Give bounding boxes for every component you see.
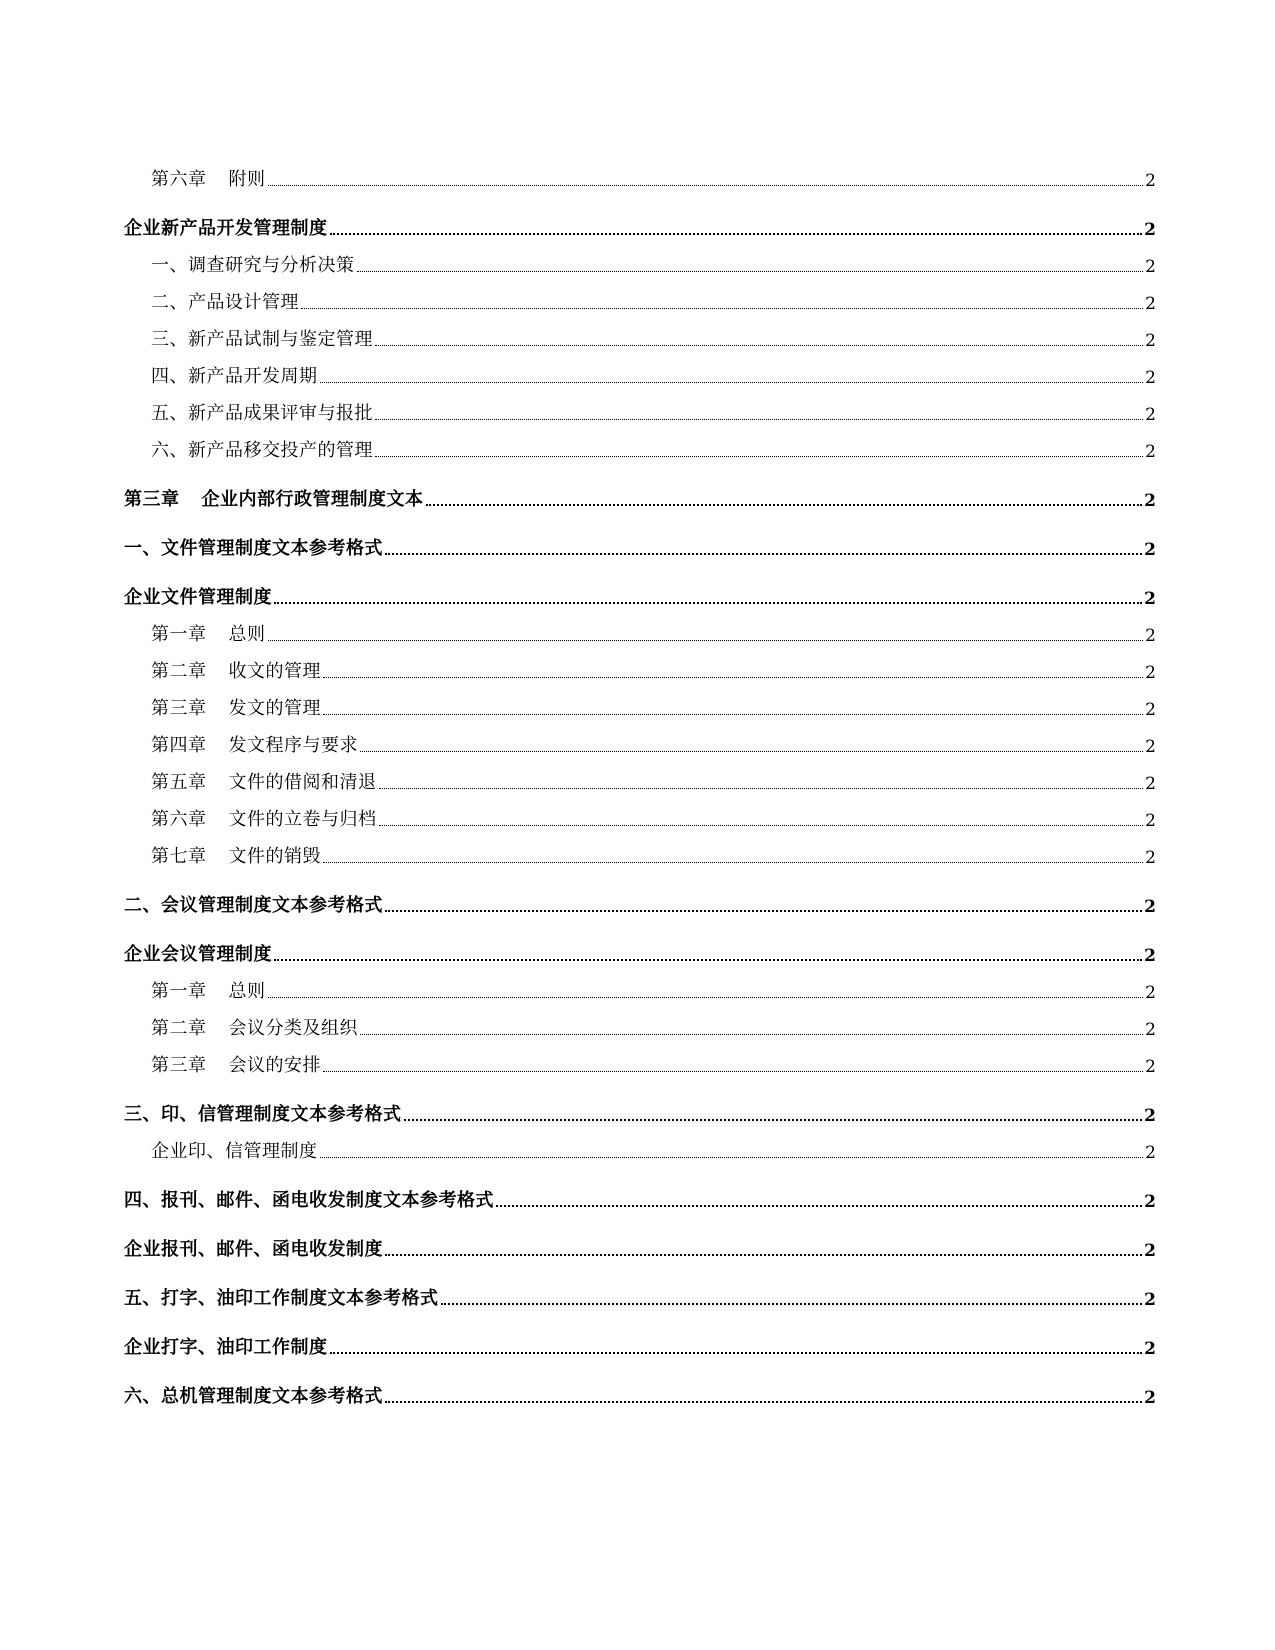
toc-dot-leader: [330, 233, 1143, 235]
toc-page-number: 2: [1145, 1020, 1156, 1040]
toc-page-number: 2: [1144, 1339, 1156, 1359]
toc-page-number: 2: [1144, 897, 1156, 917]
toc-entry-heading[interactable]: [124, 203, 1156, 240]
toc-entry[interactable]: [124, 388, 1156, 425]
toc-entry[interactable]: [124, 609, 1156, 646]
toc-entry-label: [124, 583, 272, 609]
toc-entry-label: [151, 1014, 358, 1040]
toc-entry-title: 总则: [228, 981, 266, 1002]
toc-entry-label: [124, 534, 383, 560]
toc-entry-label: [151, 325, 373, 351]
toc-entry[interactable]: [124, 314, 1156, 351]
toc-entry-label: [151, 362, 318, 388]
toc-dot-leader: [323, 862, 1143, 863]
toc-entry-heading[interactable]: [124, 572, 1156, 609]
toc-dot-leader: [426, 504, 1143, 506]
toc-page-number: 2: [1144, 589, 1156, 609]
toc-page-number: 2: [1145, 294, 1156, 314]
toc-page-number: 2: [1144, 1388, 1156, 1408]
toc-entry-label: [124, 1186, 494, 1212]
toc-entry-prefix: 第四章: [151, 735, 207, 756]
toc-entry[interactable]: [124, 720, 1156, 757]
toc-entry-prefix: 第三章: [151, 1055, 207, 1076]
toc-entry[interactable]: [124, 794, 1156, 831]
toc-entry[interactable]: [124, 425, 1156, 462]
toc-entry-title: 会议的安排: [228, 1055, 321, 1076]
toc-page-number: 2: [1145, 171, 1156, 191]
toc-entry-title: 文件的销毁: [228, 846, 321, 867]
toc-entry-heading[interactable]: [124, 523, 1156, 560]
toc-entry[interactable]: [124, 1040, 1156, 1077]
toc-page-number: 2: [1144, 1241, 1156, 1261]
toc-entry-prefix: 第六章: [151, 809, 207, 830]
toc-entry-label: [151, 1051, 321, 1077]
toc-entry-prefix: 第五章: [151, 772, 207, 793]
toc-dot-leader: [496, 1205, 1142, 1207]
toc-entry-prefix: 第一章: [151, 624, 207, 645]
toc-entry-label: [151, 399, 373, 425]
toc-page-number: 2: [1144, 220, 1156, 240]
toc-entry-label: [151, 436, 373, 462]
toc-entry[interactable]: [124, 683, 1156, 720]
toc-page-number: 2: [1145, 257, 1156, 277]
toc-entry-title: 企业会议管理制度: [124, 944, 272, 965]
toc-dot-leader: [385, 553, 1142, 555]
toc-entry-title: 总则: [228, 624, 266, 645]
toc-page-number: 2: [1145, 331, 1156, 351]
toc-entry-heading[interactable]: [124, 1371, 1156, 1408]
toc-page-number: 2: [1144, 1290, 1156, 1310]
toc-entry-title: 文件的立卷与归档: [228, 809, 377, 830]
toc-entry-title: 发文程序与要求: [228, 735, 358, 756]
toc-dot-leader: [268, 997, 1144, 998]
toc-page-number: 2: [1145, 442, 1156, 462]
toc-entry-prefix: 第二章: [151, 661, 207, 682]
toc-entry-title: 发文的管理: [228, 698, 321, 719]
toc-dot-leader: [441, 1303, 1143, 1305]
toc-entry[interactable]: [124, 277, 1156, 314]
toc-dot-leader: [375, 345, 1143, 346]
toc-entry-heading[interactable]: [124, 1273, 1156, 1310]
toc-page-number: 2: [1145, 368, 1156, 388]
toc-entry-label: [151, 620, 266, 646]
toc-entry[interactable]: [124, 646, 1156, 683]
toc-entry-label: [124, 1284, 439, 1310]
toc-page-number: 2: [1145, 626, 1156, 646]
toc-dot-leader: [323, 1071, 1143, 1072]
toc-page-number: 2: [1144, 1192, 1156, 1212]
toc-entry-label: [151, 1137, 318, 1163]
toc-entry-label: [124, 940, 272, 966]
toc-entry-heading[interactable]: [124, 474, 1156, 511]
toc-entry-label: [151, 694, 321, 720]
toc-entry[interactable]: [124, 966, 1156, 1003]
toc-entry-label: [124, 891, 383, 917]
toc-dot-leader: [330, 1352, 1143, 1354]
toc-entry[interactable]: [124, 154, 1156, 191]
toc-page-number: 2: [1145, 811, 1156, 831]
toc-dot-leader: [385, 1401, 1142, 1403]
toc-entry-title: 企业印、信管理制度: [151, 1141, 318, 1162]
toc-entry-prefix: 第七章: [151, 846, 207, 867]
toc-dot-leader: [320, 382, 1144, 383]
toc-entry-title: 企业新产品开发管理制度: [124, 218, 328, 239]
toc-entry-title: 会议分类及组织: [228, 1018, 358, 1039]
toc-entry-heading[interactable]: [124, 1224, 1156, 1261]
toc-entry-heading[interactable]: [124, 929, 1156, 966]
toc-entry-prefix: 第一章: [151, 981, 207, 1002]
toc-entry-label: [124, 1235, 383, 1261]
toc-entry-title: 收文的管理: [228, 661, 321, 682]
toc-page-number: 2: [1145, 737, 1156, 757]
toc-entry-label: [151, 657, 321, 683]
toc-dot-leader: [385, 910, 1142, 912]
toc-dot-leader: [375, 419, 1143, 420]
toc-entry[interactable]: [124, 240, 1156, 277]
toc-dot-leader: [274, 959, 1142, 961]
toc-entry-label: [124, 214, 328, 240]
toc-entry-label: [124, 1382, 383, 1408]
toc-page-number: 2: [1145, 1057, 1156, 1077]
toc-dot-leader: [323, 714, 1143, 715]
toc-entry-label: [151, 165, 266, 191]
toc-page-number: 2: [1145, 663, 1156, 683]
toc-page-number: 2: [1145, 983, 1156, 1003]
toc-entry-label: [151, 977, 266, 1003]
toc-entry-title: 企业报刊、邮件、函电收发制度: [124, 1239, 383, 1260]
toc-entry-title: 企业文件管理制度: [124, 587, 272, 608]
toc-entry-prefix: 第二章: [151, 1018, 207, 1039]
toc-entry-title: 五、新产品成果评审与报批: [151, 403, 373, 424]
toc-page-number: 2: [1145, 774, 1156, 794]
toc-dot-leader: [301, 308, 1143, 309]
toc-entry-label: [151, 768, 377, 794]
toc-dot-leader: [323, 677, 1143, 678]
toc-entry-label: [124, 1333, 328, 1359]
toc-entry[interactable]: [124, 1003, 1156, 1040]
toc-entry-title: 企业打字、油印工作制度: [124, 1337, 328, 1358]
toc-entry-heading[interactable]: [124, 1089, 1156, 1126]
toc-entry-title: 六、新产品移交投产的管理: [151, 440, 373, 461]
toc-entry-title: 二、产品设计管理: [151, 292, 299, 313]
toc-entry-label: [151, 731, 358, 757]
toc-entry-label: [151, 805, 377, 831]
toc-entry[interactable]: [124, 1126, 1156, 1163]
toc-entry-heading[interactable]: [124, 880, 1156, 917]
toc-entry-title: 三、印、信管理制度文本参考格式: [124, 1104, 402, 1125]
toc-entry-title: 三、新产品试制与鉴定管理: [151, 329, 373, 350]
toc-dot-leader: [320, 1157, 1144, 1158]
toc-page-number: 2: [1145, 848, 1156, 868]
toc-dot-leader: [274, 602, 1142, 604]
toc-entry-prefix: 第三章: [124, 489, 180, 510]
toc-entry[interactable]: [124, 757, 1156, 794]
toc-entry-title: 四、报刊、邮件、函电收发制度文本参考格式: [124, 1190, 494, 1211]
toc-dot-leader: [375, 456, 1143, 457]
toc-entry-label: [124, 1100, 402, 1126]
toc-page-number: 2: [1144, 491, 1156, 511]
toc-entry-title: 一、文件管理制度文本参考格式: [124, 538, 383, 559]
toc-page-number: 2: [1144, 946, 1156, 966]
toc-entry-title: 二、会议管理制度文本参考格式: [124, 895, 383, 916]
toc-entry-title: 文件的借阅和清退: [228, 772, 377, 793]
toc-dot-leader: [379, 788, 1144, 789]
toc-page-number: 2: [1144, 540, 1156, 560]
toc-entry-title: 五、打字、油印工作制度文本参考格式: [124, 1288, 439, 1309]
toc-page-number: 2: [1144, 1106, 1156, 1126]
toc-entry-label: [151, 251, 355, 277]
toc-entry-title: 六、总机管理制度文本参考格式: [124, 1386, 383, 1407]
toc-dot-leader: [385, 1254, 1142, 1256]
toc-entry-title: 企业内部行政管理制度文本: [201, 489, 424, 510]
toc-dot-leader: [268, 640, 1144, 641]
toc-dot-leader: [379, 825, 1144, 826]
toc-entry-prefix: 第三章: [151, 698, 207, 719]
toc-dot-leader: [357, 271, 1144, 272]
toc-entry-prefix: 第六章: [151, 169, 207, 190]
toc-dot-leader: [360, 751, 1143, 752]
toc-page-number: 2: [1145, 1143, 1156, 1163]
toc-entry-heading[interactable]: [124, 1322, 1156, 1359]
toc-entry-title: 一、调查研究与分析决策: [151, 255, 355, 276]
table-of-contents: [124, 154, 1156, 1408]
toc-entry-label: [151, 842, 321, 868]
toc-page-number: 2: [1145, 405, 1156, 425]
toc-entry[interactable]: [124, 351, 1156, 388]
toc-dot-leader: [268, 185, 1144, 186]
toc-dot-leader: [404, 1119, 1143, 1121]
toc-entry-title: 附则: [228, 169, 266, 190]
toc-entry[interactable]: [124, 831, 1156, 868]
toc-page-number: 2: [1145, 700, 1156, 720]
toc-entry-label: [124, 485, 424, 511]
toc-entry-title: 四、新产品开发周期: [151, 366, 318, 387]
toc-entry-label: [151, 288, 299, 314]
toc-entry-heading[interactable]: [124, 1175, 1156, 1212]
toc-dot-leader: [360, 1034, 1143, 1035]
